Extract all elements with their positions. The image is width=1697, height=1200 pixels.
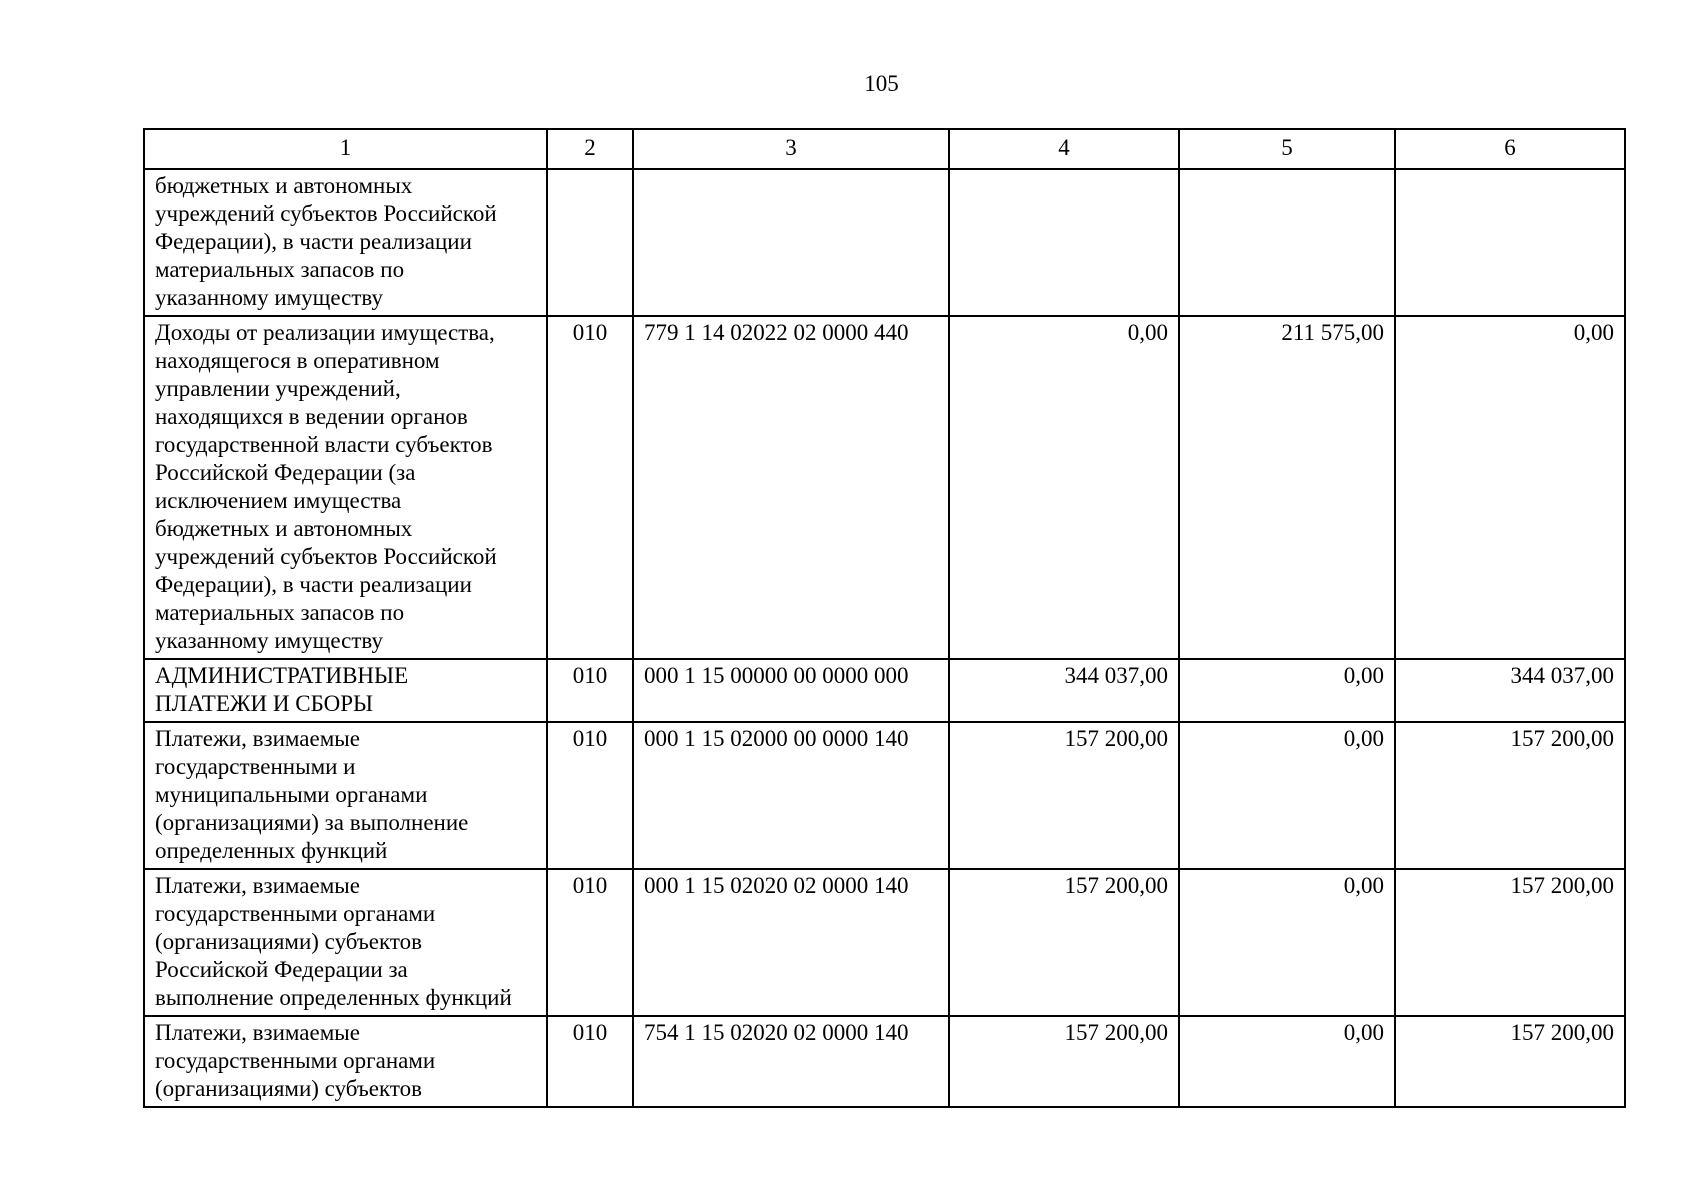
revenue-name-cell — [144, 869, 547, 1016]
revenue-name-line: Федерации), в части реализации — [155, 229, 472, 254]
column-header-3: 3 — [633, 129, 949, 169]
table-body — [144, 169, 1625, 1107]
table-row — [144, 169, 1625, 316]
revenue-name-line: муниципальными органами — [155, 782, 428, 807]
amount-cell-col6: 157 200,00 — [1395, 722, 1625, 869]
amount-cell-col5: 0,00 — [1179, 722, 1395, 869]
budget-revenue-table — [143, 128, 1626, 1108]
column-header-6: 6 — [1395, 129, 1625, 169]
table-row — [144, 869, 1625, 1016]
revenue-name-line: исключением имущества — [155, 488, 402, 513]
column-header-1: 1 — [144, 129, 547, 169]
revenue-name-line: (организациями) за выполнение — [155, 810, 469, 835]
amount-cell-col4: 157 200,00 — [949, 1016, 1179, 1107]
amount-cell-col5: 0,00 — [1179, 869, 1395, 1016]
budget-classification-code-cell: 754 1 15 02020 02 0000 140 — [633, 1016, 949, 1107]
admin-code-cell: 010 — [547, 659, 633, 722]
revenue-name-line: Платежи, взимаемые — [155, 1020, 360, 1045]
admin-code-cell: 010 — [547, 869, 633, 1016]
revenue-name-line: находящегося в оперативном — [155, 348, 440, 373]
revenue-name-line: указанному имуществу — [155, 628, 384, 653]
revenue-name-line: государственными органами — [155, 1048, 436, 1073]
budget-classification-code-cell: 000 1 15 00000 00 0000 000 — [633, 659, 949, 722]
table-row — [144, 316, 1625, 659]
revenue-name-line: государственными и — [155, 754, 356, 779]
amount-cell-col4: 0,00 — [949, 316, 1179, 659]
amount-cell-col5 — [1179, 169, 1395, 316]
revenue-name-cell — [144, 169, 547, 316]
budget-classification-code-cell: 000 1 15 02000 00 0000 140 — [633, 722, 949, 869]
amount-cell-col6: 0,00 — [1395, 316, 1625, 659]
revenue-name-line: материальных запасов по — [155, 257, 405, 282]
admin-code-cell — [547, 169, 633, 316]
revenue-name-line: ПЛАТЕЖИ И СБОРЫ — [155, 691, 374, 716]
amount-cell-col4: 157 200,00 — [949, 722, 1179, 869]
admin-code-cell: 010 — [547, 316, 633, 659]
table-row — [144, 1016, 1625, 1107]
revenue-name-line: Платежи, взимаемые — [155, 873, 360, 898]
revenue-name-line: указанному имуществу — [155, 285, 384, 310]
column-header-5: 5 — [1179, 129, 1395, 169]
amount-cell-col5: 211 575,00 — [1179, 316, 1395, 659]
amount-cell-col5: 0,00 — [1179, 659, 1395, 722]
revenue-name-line: государственными органами — [155, 901, 436, 926]
budget-classification-code-cell: 000 1 15 02020 02 0000 140 — [633, 869, 949, 1016]
revenue-name-line: Платежи, взимаемые — [155, 726, 360, 751]
amount-cell-col4 — [949, 169, 1179, 316]
revenue-name-cell — [144, 659, 547, 722]
page-number: 105 — [864, 71, 899, 96]
amount-cell-col6: 157 200,00 — [1395, 869, 1625, 1016]
revenue-name-line: управлении учреждений, — [155, 376, 401, 401]
revenue-name-cell — [144, 316, 547, 659]
revenue-name-line: бюджетных и автономных — [155, 516, 413, 541]
revenue-name-line: Доходы от реализации имущества, — [155, 320, 495, 345]
amount-cell-col6 — [1395, 169, 1625, 316]
budget-classification-code-cell: 779 1 14 02022 02 0000 440 — [633, 316, 949, 659]
revenue-name-line: (организациями) субъектов — [155, 929, 422, 954]
table-row — [144, 722, 1625, 869]
revenue-name-line: определенных функций — [155, 838, 388, 863]
revenue-name-line: учреждений субъектов Российской — [155, 201, 497, 226]
revenue-name-line: бюджетных и автономных — [155, 173, 413, 198]
admin-code-cell: 010 — [547, 1016, 633, 1107]
revenue-name-line: АДМИНИСТРАТИВНЫЕ — [155, 663, 409, 688]
amount-cell-col6: 344 037,00 — [1395, 659, 1625, 722]
revenue-name-line: Российской Федерации за — [155, 957, 408, 982]
admin-code-cell: 010 — [547, 722, 633, 869]
revenue-name-line: Федерации), в части реализации — [155, 572, 472, 597]
table-header-row — [144, 129, 1625, 169]
column-header-2: 2 — [547, 129, 633, 169]
budget-classification-code-cell — [633, 169, 949, 316]
revenue-name-cell — [144, 1016, 547, 1107]
table-row — [144, 659, 1625, 722]
amount-cell-col4: 344 037,00 — [949, 659, 1179, 722]
revenue-name-cell — [144, 722, 547, 869]
revenue-name-line: материальных запасов по — [155, 600, 405, 625]
revenue-name-line: учреждений субъектов Российской — [155, 544, 497, 569]
amount-cell-col5: 0,00 — [1179, 1016, 1395, 1107]
revenue-name-line: (организациями) субъектов — [155, 1076, 422, 1101]
revenue-name-line: государственной власти субъектов — [155, 432, 493, 457]
amount-cell-col6: 157 200,00 — [1395, 1016, 1625, 1107]
column-header-4: 4 — [949, 129, 1179, 169]
revenue-name-line: Российской Федерации (за — [155, 460, 416, 485]
revenue-name-line: выполнение определенных функций — [155, 985, 512, 1010]
amount-cell-col4: 157 200,00 — [949, 869, 1179, 1016]
revenue-name-line: находящихся в ведении органов — [155, 404, 468, 429]
